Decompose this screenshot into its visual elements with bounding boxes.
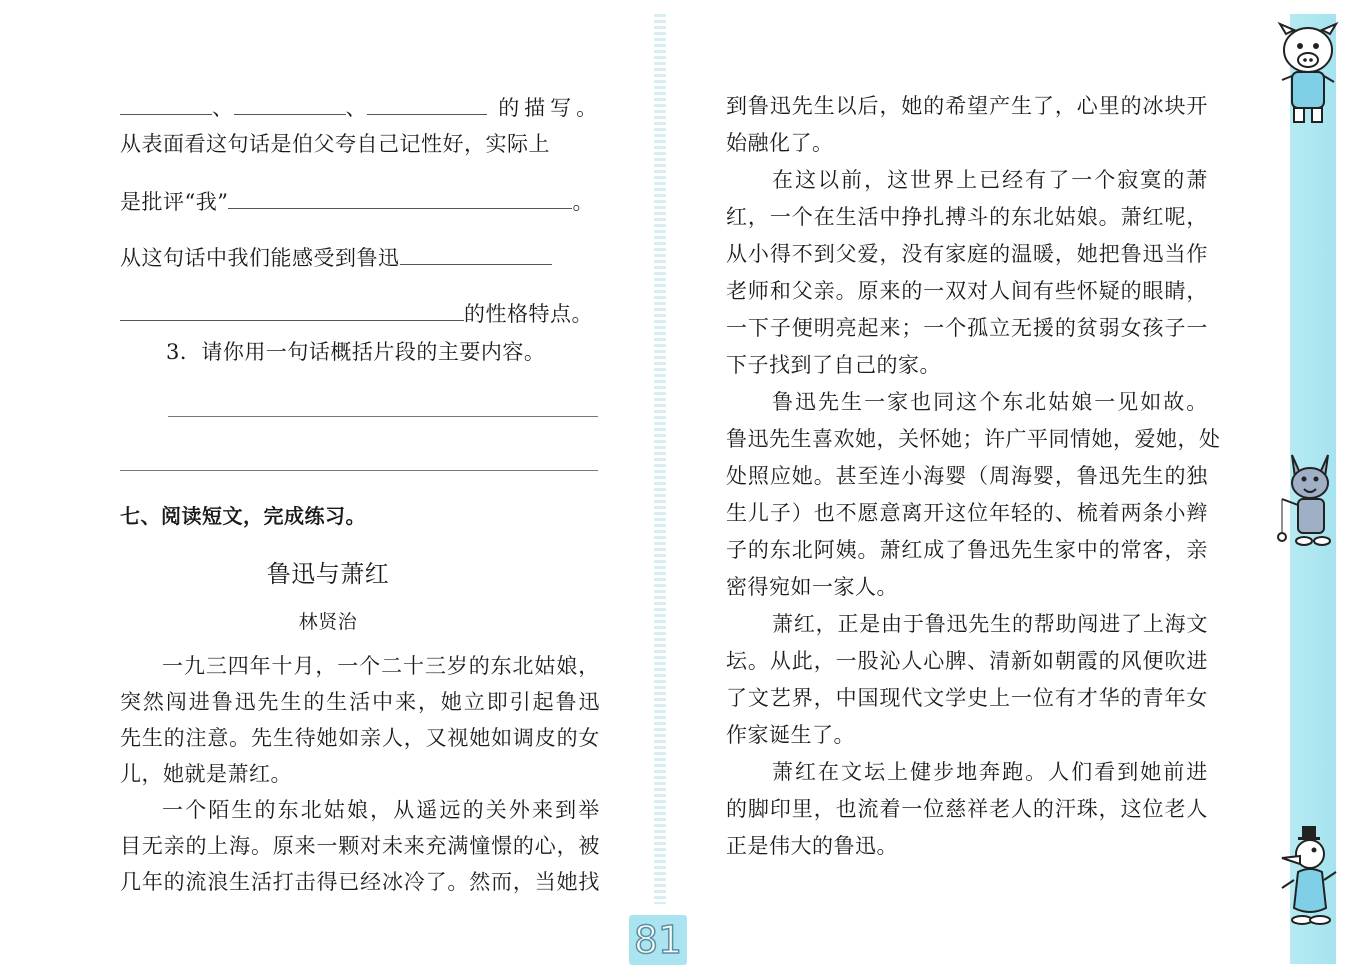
paragraph-line: 目 无 亲 的 上 海 。 原 来 一 颗 对 未 来 充 满 憧 憬 的 心 ， 被 xyxy=(120,834,600,858)
left-page xyxy=(0,0,656,980)
paragraph-line: 一 九 三 四 年 十 月 ， 一 个 二 十 三 岁 的 东 北 姑 娘 ， xyxy=(162,654,600,678)
answer-blank[interactable] xyxy=(228,184,572,209)
section-heading: 七、阅读短文，完成练习。 xyxy=(120,504,366,528)
paragraph-line: 从 小 得 不 到 父 爱 ， 没 有 家 庭 的 温 暖 ， 她 把 鲁 迅 当 作 xyxy=(726,242,1208,266)
question-3: 3．请你用一句话概括片段的主要内容。 xyxy=(166,340,546,364)
paragraph-line: 一 下 子 便 明 亮 起 来 ； 一 个 孤 立 无 援 的 贫 弱 女 孩 子 一 xyxy=(726,316,1208,340)
paragraph-line: 始融化了。 xyxy=(726,131,834,155)
q2-blanks-line: 、 、 的描写。 xyxy=(120,90,602,124)
paragraph-line: 子 的 东 北 阿 姨 。 萧 红 成 了 鲁 迅 先 生 家 中 的 常 客 ， 亲 xyxy=(726,538,1208,562)
paragraph-line: 到 鲁 迅 先 生 以 后 ， 她 的 希 望 产 生 了 ， 心 里 的 冰 块 开 xyxy=(726,94,1208,118)
right-page xyxy=(664,0,1290,980)
paragraph-line: 正是伟大的鲁迅。 xyxy=(726,834,898,858)
paragraph-line: 一 个 陌 生 的 东 北 姑 娘 ， 从 遥 远 的 关 外 来 到 举 xyxy=(162,798,600,822)
pig-mascot-icon xyxy=(1268,20,1348,135)
answer-blank[interactable] xyxy=(367,90,487,115)
q2-tail-text: 的描写。 xyxy=(498,96,603,120)
paragraph-line: 儿，她就是萧红。 xyxy=(120,762,292,786)
duck-mascot-icon xyxy=(1272,822,1350,932)
q2-line: 是批评“我” 。 xyxy=(120,184,594,218)
article-title: 鲁迅与萧红 xyxy=(266,560,390,588)
answer-line[interactable] xyxy=(120,470,598,471)
paragraph-line: 密得宛如一家人。 xyxy=(726,575,898,599)
answer-blank[interactable] xyxy=(234,90,346,115)
paragraph-line: 老 师 和 父 亲 。 原 来 的 一 双 对 人 间 有 些 怀 疑 的 眼 睛 ， xyxy=(726,279,1208,303)
paragraph-line: 突 然 闯 进 鲁 迅 先 生 的 生 活 中 来 ， 她 立 即 引 起 鲁 迅 xyxy=(120,690,600,714)
q2-line: 从这句话中我们能感受到鲁迅 xyxy=(120,240,552,274)
answer-blank[interactable] xyxy=(400,240,552,265)
paragraph-line: 下子找到了自己的家。 xyxy=(726,353,941,377)
paragraph-line: 坛 。 从 此 ， 一 股 沁 人 心 脾 、 清 新 如 朝 霞 的 风 便 吹 进 xyxy=(726,649,1208,673)
article-author: 林贤治 xyxy=(298,611,358,633)
paragraph-line: 生 儿 子 ） 也 不 愿 意 离 开 这 位 年 轻 的 、 梳 着 两 条 小 辫 xyxy=(726,501,1208,525)
paragraph-line: 鲁 迅 先 生 喜 欢 她 ， 关 怀 她 ； 许 广 平 同 情 她 ， 爱 她 ， 处 xyxy=(726,427,1221,451)
paragraph-line: 几 年 的 流 浪 生 活 打 击 得 已 经 冰 冷 了 。 然 而 ， 当 她 找 xyxy=(120,870,600,894)
answer-blank[interactable] xyxy=(120,90,212,115)
paragraph-line: 先 生 的 注 意 。 先 生 待 她 如 亲 人 ， 又 视 她 如 调 皮 的 女 xyxy=(120,726,600,750)
answer-blank[interactable] xyxy=(120,296,464,321)
page-number: 81 xyxy=(629,915,687,965)
paragraph-line: 了 文 艺 界 ， 中 国 现 代 文 学 史 上 一 位 有 才 华 的 青 年 女 xyxy=(726,686,1208,710)
paragraph-line: 的 脚 印 里 ， 也 流 着 一 位 慈 祥 老 人 的 汗 珠 ， 这 位 老 人 xyxy=(726,797,1208,821)
answer-line[interactable] xyxy=(168,416,598,417)
q2-line: 的性格特点。 xyxy=(120,296,593,330)
wolf-mascot-icon xyxy=(1270,445,1350,555)
paragraph-line: 萧 红 在 文 坛 上 健 步 地 奔 跑 。 人 们 看 到 她 前 进 xyxy=(772,760,1208,784)
paragraph-line: 萧 红 ， 正 是 由 于 鲁 迅 先 生 的 帮 助 闯 进 了 上 海 文 xyxy=(772,612,1208,636)
q2-line: 从表面看这句话是伯父夸自己记性好，实际上 xyxy=(120,132,550,156)
paragraph-line: 鲁 迅 先 生 一 家 也 同 这 个 东 北 姑 娘 一 见 如 故 。 xyxy=(772,390,1208,414)
paragraph-line: 作家诞生了。 xyxy=(726,723,855,747)
paragraph-line: 红 ， 一 个 在 生 活 中 挣 扎 搏 斗 的 东 北 姑 娘 。 萧 红 呢 ， xyxy=(726,205,1208,229)
paragraph-line: 处 照 应 她 。 甚 至 连 小 海 婴 （ 周 海 婴 ， 鲁 迅 先 生 的 独 xyxy=(726,464,1208,488)
paragraph-line: 在 这 以 前 ， 这 世 界 上 已 经 有 了 一 个 寂 寞 的 萧 xyxy=(772,168,1208,192)
